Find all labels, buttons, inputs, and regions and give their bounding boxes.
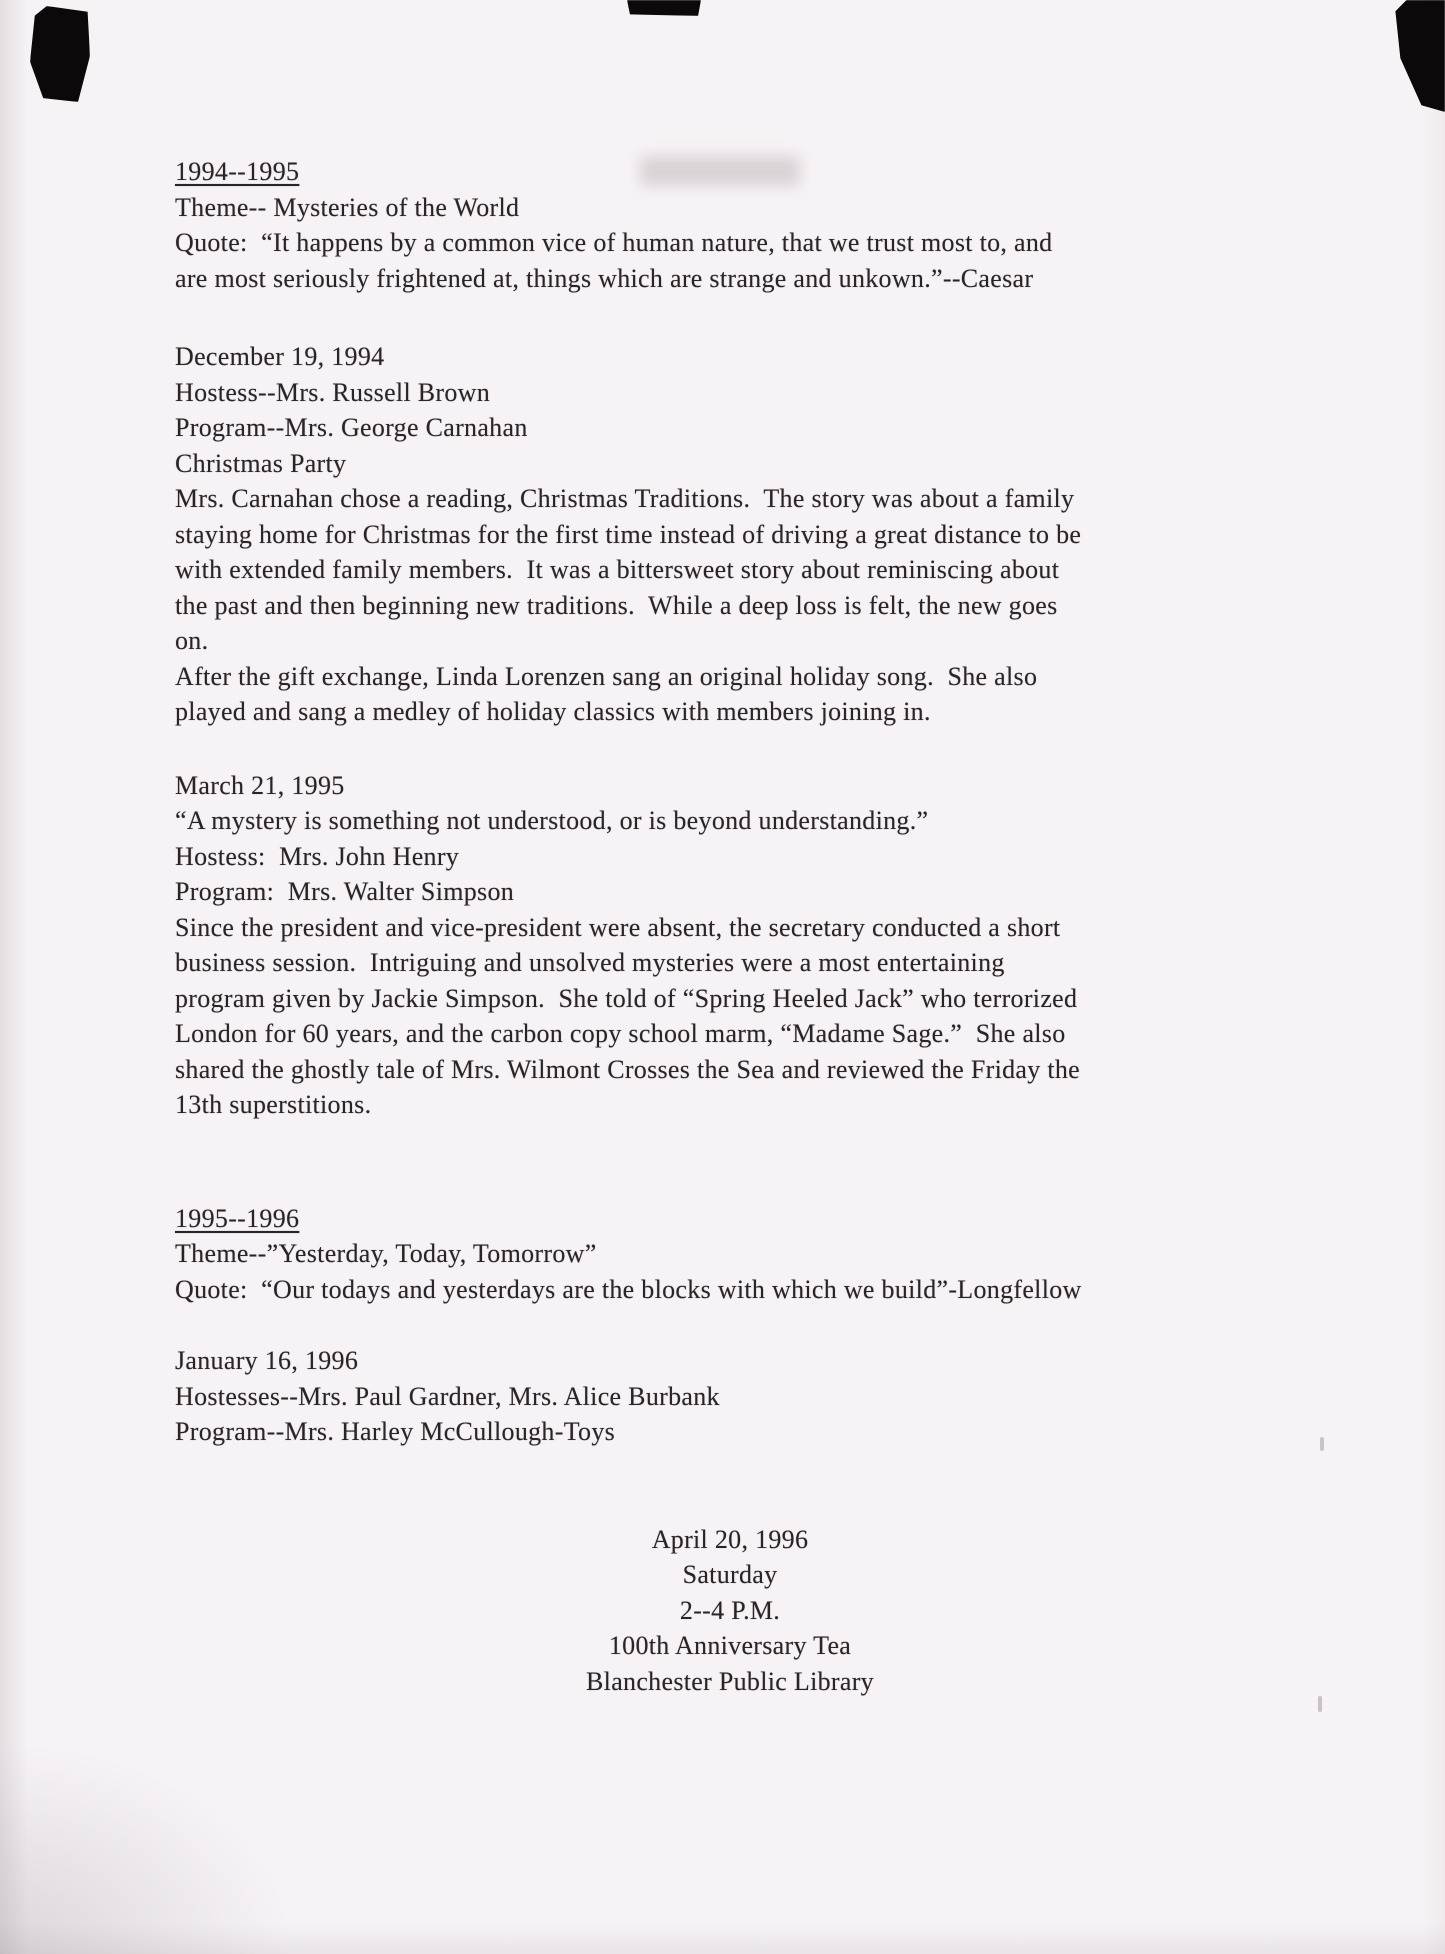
text-line: staying home for Christmas for the first time instead of driving a great distance to be: [175, 519, 1082, 549]
centered-text-line: Saturday: [682, 1560, 778, 1589]
section-heading-text: 1995--1996: [175, 1203, 300, 1233]
blank-line: [175, 1123, 1285, 1201]
centered-text-line: 2--4 P.M.: [679, 1595, 781, 1625]
blank-line: [175, 1307, 1285, 1343]
text-line: the past and then beginning new traditions. While a deep loss is felt, the new goes: [175, 590, 1058, 620]
text-line: are most seriously frightened at, things which are strange and unkown.”--Caesar: [175, 263, 1034, 293]
blank-line: [175, 296, 1285, 339]
centered-text-line: Blanchester Public Library: [586, 1666, 874, 1696]
scan-edge-tick: [1318, 1696, 1322, 1712]
text-line: March 21, 1995: [175, 770, 345, 800]
text-line: December 19, 1994: [175, 342, 385, 371]
centered-text-line: April 20, 1996: [651, 1524, 809, 1554]
text-line: London for 60 years, and the carbon copy school marm, “Madame Sage.” She also: [175, 1019, 1066, 1048]
text-line: with extended family members. It was a bittersweet story about reminiscing about: [175, 555, 1060, 584]
text-line: Mrs. Carnahan chose a reading, Christmas Traditions. The story was about a family: [175, 484, 1075, 513]
text-line: After the gift exchange, Linda Lorenzen sang an original holiday song. She also: [175, 661, 1038, 691]
blank-line: [175, 730, 1285, 768]
text-line: on.: [175, 626, 209, 655]
section-heading: [175, 154, 1285, 190]
text-line: Since the president and vice-president were absent, the secretary conducted a short: [175, 912, 1061, 942]
centered-text-line: 100th Anniversary Tea: [608, 1631, 852, 1660]
text-line: January 16, 1996: [175, 1346, 359, 1375]
text-line: 13th superstitions.: [175, 1090, 372, 1119]
section-heading-text: 1994--1995: [175, 157, 300, 186]
scan-edge-tick: [1320, 1437, 1324, 1451]
text-line: Christmas Party: [175, 448, 347, 478]
blank-line: [175, 1450, 1285, 1522]
text-line: Hostess--Mrs. Russell Brown: [175, 377, 491, 407]
text-line: Program--Mrs. Harley McCullough-Toys: [175, 1417, 616, 1446]
scan-artifact-mark-top-left: [30, 6, 90, 102]
text-line: Program: Mrs. Walter Simpson: [175, 877, 515, 906]
text-line: Theme--”Yesterday, Today, Tomorrow”: [175, 1239, 597, 1268]
section-heading: [175, 1201, 1285, 1237]
text-line: business session. Intriguing and unsolved mysteries were a most entertaining: [175, 948, 1005, 977]
text-line: “A mystery is something not understood, or is beyond understanding.”: [175, 806, 929, 835]
text-line: played and sang a medley of holiday classics with members joining in.: [175, 697, 931, 726]
text-line: Hostesses--Mrs. Paul Gardner, Mrs. Alice Burbank: [175, 1381, 720, 1411]
text-line: shared the ghostly tale of Mrs. Wilmont Crosses the Sea and reviewed the Friday the: [175, 1054, 1081, 1084]
text-line: Hostess: Mrs. John Henry: [175, 841, 460, 871]
text-line: Theme-- Mysteries of the World: [175, 192, 520, 222]
text-line: Quote: “It happens by a common vice of human nature, that we trust most to, and: [175, 228, 1053, 257]
scan-artifact-mark-top-right: [1383, 0, 1445, 112]
text-line: program given by Jackie Simpson. She told of “Spring Heeled Jack” who terrorized: [175, 983, 1078, 1013]
text-line: Program--Mrs. George Carnahan: [175, 413, 528, 442]
typed-document-text: [175, 0, 1285, 1699]
text-line: Quote: “Our todays and yesterdays are the blocks with which we build”-Longfellow: [175, 1274, 1082, 1304]
